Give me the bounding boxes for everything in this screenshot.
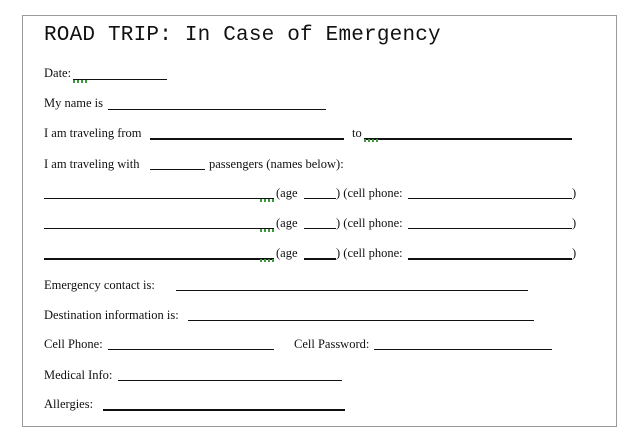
passenger-name-field[interactable] — [44, 198, 274, 199]
date-field[interactable] — [73, 79, 167, 80]
spellcheck-mark — [260, 259, 276, 262]
cell-phone-label: ) (cell phone: — [336, 216, 403, 230]
name-label: My name is — [44, 96, 104, 110]
traveling-from-field[interactable] — [150, 138, 344, 140]
passenger-name-field[interactable] — [44, 258, 274, 260]
passenger-age-field[interactable] — [304, 228, 336, 229]
cell-phone-owner-label: Cell Phone: — [44, 337, 103, 351]
traveling-to-field[interactable] — [364, 138, 572, 140]
name-field[interactable] — [108, 109, 326, 110]
traveling-with-label: I am traveling with — [44, 157, 140, 171]
medical-info-field[interactable] — [118, 380, 342, 381]
age-label: (age — [276, 246, 298, 260]
form-sheet — [22, 15, 617, 427]
close-paren: ) — [572, 246, 577, 260]
destination-field[interactable] — [188, 320, 534, 321]
cell-password-label: Cell Password: — [294, 337, 370, 351]
allergies-field[interactable] — [103, 409, 345, 411]
age-label: (age — [276, 186, 298, 200]
medical-info-label: Medical Info: — [44, 368, 113, 382]
passengers-label: passengers (names below): — [209, 157, 344, 171]
allergies-label: Allergies: — [44, 397, 94, 411]
passenger-cell-field[interactable] — [408, 258, 572, 260]
cell-phone-field[interactable] — [108, 349, 274, 350]
destination-label: Destination information is: — [44, 308, 179, 322]
passenger-name-field[interactable] — [44, 228, 274, 229]
emergency-contact-field[interactable] — [176, 290, 528, 291]
passenger-age-field[interactable] — [304, 198, 336, 199]
passenger-cell-field[interactable] — [408, 228, 572, 229]
emergency-contact-label: Emergency contact is: — [44, 278, 155, 292]
cell-phone-label: ) (cell phone: — [336, 246, 403, 260]
traveling-from-label: I am traveling from — [44, 126, 142, 140]
spellcheck-mark — [260, 199, 276, 202]
spellcheck-mark — [364, 139, 378, 142]
passenger-cell-field[interactable] — [408, 198, 572, 199]
close-paren: ) — [572, 186, 577, 200]
to-label: to — [352, 126, 362, 140]
spellcheck-mark — [260, 229, 276, 232]
close-paren: ) — [572, 216, 577, 230]
cell-password-field[interactable] — [374, 349, 552, 350]
date-label: Date: — [44, 66, 72, 80]
age-label: (age — [276, 216, 298, 230]
passenger-age-field[interactable] — [304, 258, 336, 260]
cell-phone-label: ) (cell phone: — [336, 186, 403, 200]
spellcheck-mark — [73, 80, 87, 83]
form-title: ROAD TRIP: In Case of Emergency — [44, 24, 441, 47]
passenger-count-field[interactable] — [150, 169, 205, 170]
